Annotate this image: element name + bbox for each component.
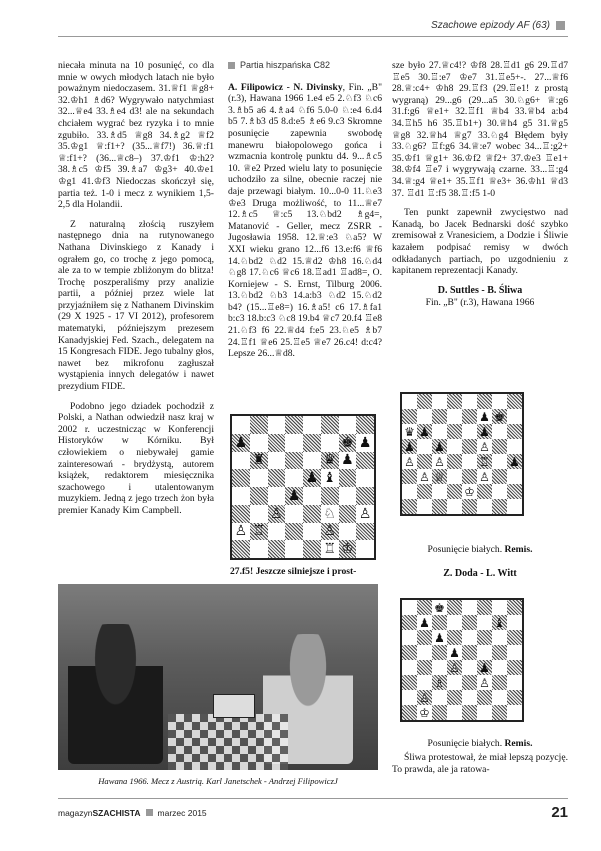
board-square xyxy=(402,630,417,645)
board-square xyxy=(492,705,507,720)
board-square xyxy=(417,675,432,690)
board-square xyxy=(250,487,268,505)
white-king-icon: ♔ xyxy=(464,484,475,499)
photo-chessboard xyxy=(168,714,288,770)
white-pawn-icon: ♙ xyxy=(234,523,248,540)
diagram2-title: Z. Doda - L. Witt xyxy=(443,568,517,579)
board-square xyxy=(447,454,462,469)
board-square xyxy=(303,469,321,487)
board-square xyxy=(268,469,286,487)
board-square xyxy=(447,409,462,424)
board-square xyxy=(477,454,492,469)
column-right xyxy=(392,60,568,313)
board-square xyxy=(507,675,522,690)
board-square xyxy=(417,394,432,409)
board-square xyxy=(321,523,339,541)
board-square xyxy=(492,409,507,424)
board-square xyxy=(432,499,447,514)
black-pawn-icon: ♟ xyxy=(287,487,301,504)
board-square xyxy=(477,424,492,439)
board-square xyxy=(432,454,447,469)
game-heading: A. Filipowicz - N. Divinsky xyxy=(228,81,343,93)
section-square-icon xyxy=(228,62,235,69)
board-square xyxy=(492,469,507,484)
photo-caption: Hawana 1966. Mecz z Austrią. Karl Janetschek - Andrzej FilipowiczJ xyxy=(98,776,338,786)
board-square xyxy=(447,675,462,690)
white-pawn-icon: ♙ xyxy=(419,469,430,484)
board-square xyxy=(477,645,492,660)
board-square xyxy=(507,630,522,645)
board-square xyxy=(356,434,374,452)
board-square xyxy=(447,394,462,409)
board-square xyxy=(402,600,417,615)
white-pawn-icon: ♙ xyxy=(323,523,336,540)
diagram2-caption xyxy=(392,738,568,749)
photo-player-left xyxy=(68,624,163,764)
board-square xyxy=(492,484,507,499)
board-square xyxy=(402,469,417,484)
white-rook-icon: ♖ xyxy=(323,541,336,558)
black-pawn-icon: ♟ xyxy=(449,645,460,660)
board-square xyxy=(339,434,357,452)
black-bishop-icon: ♝ xyxy=(494,615,505,630)
board-square xyxy=(447,660,462,675)
chess-diagram-suttles-sliwa xyxy=(400,392,524,516)
white-king-icon: ♔ xyxy=(341,541,354,558)
board-square xyxy=(477,615,492,630)
board-square xyxy=(339,469,357,487)
board-square xyxy=(507,660,522,675)
board-square xyxy=(462,394,477,409)
board-square xyxy=(507,499,522,514)
board-square xyxy=(402,409,417,424)
board-square xyxy=(492,645,507,660)
board-square xyxy=(447,499,462,514)
black-king-icon: ♚ xyxy=(341,434,354,451)
black-queen-icon: ♛ xyxy=(323,452,336,469)
board-square xyxy=(339,505,357,523)
board-square xyxy=(250,523,268,541)
footer-issue: marzec 2015 xyxy=(157,807,207,818)
board-square xyxy=(285,505,303,523)
column-middle xyxy=(228,60,382,368)
board-square xyxy=(339,452,357,470)
black-pawn-icon: ♟ xyxy=(305,470,319,487)
board-square xyxy=(285,434,303,452)
black-pawn-icon: ♟ xyxy=(358,434,372,451)
photo-chess-match xyxy=(58,584,378,770)
board-square xyxy=(477,690,492,705)
footer-brand: SZACHISTA xyxy=(92,807,141,818)
board-square xyxy=(303,434,321,452)
running-header-title: Szachowe epizody AF (63) xyxy=(431,20,550,31)
board-square xyxy=(417,690,432,705)
diagram2-caption-text: Posunięcie białych. xyxy=(427,738,505,749)
board-square xyxy=(402,394,417,409)
board-square xyxy=(339,487,357,505)
board-square xyxy=(402,439,417,454)
white-rook-icon: ♖ xyxy=(479,454,490,469)
board-square xyxy=(417,454,432,469)
board-square xyxy=(321,434,339,452)
board-square xyxy=(417,630,432,645)
paragraph: Ten punkt zapewnił zwycięstwo nad Kanadą, bo Jacek Bednarski dość szybko zremisował z Vranesiciem, a Dodzie i Śliwie kazałem podpisać remisy w dwóch odkładanych partiach, po uzgodnieniu z kapitanem reprezentacji Kanady. xyxy=(392,207,568,277)
board-square xyxy=(462,469,477,484)
black-pawn-icon: ♟ xyxy=(479,409,490,424)
board-square xyxy=(268,540,286,558)
board-square xyxy=(447,424,462,439)
board-square xyxy=(356,452,374,470)
opening-label xyxy=(228,60,382,72)
board-square xyxy=(356,540,374,558)
board-square xyxy=(303,452,321,470)
board-square xyxy=(477,469,492,484)
board-square xyxy=(477,705,492,720)
continuation-text-right: Śliwa protestował, że miał lepszą pozycję. To prawda, ale ja ratowa- xyxy=(392,752,568,775)
board-square xyxy=(321,469,339,487)
black-king-icon: ♚ xyxy=(494,409,505,424)
board-square xyxy=(250,540,268,558)
game-moves: , Fin. „B" (r.3), Hawana 1966 1.e4 e5 2.♘f3 ♘c6 3.♗b5 a6 4.♗a4 ♘f6 5.0-0 ♘:e4 6.d4 b5 7.♗b3 d5 8.d:e5 ♗e6 9.c3 Skromne posunięcie zapewnia swobodę manewru białopolowego gońca i wzmacnia kontrolę punktu d4. 9...♗c5 10. ♕e2 Przed wielu laty to posunięcie uchodziło za silne, obecnie raczej nie daje przewagi białym. 10...0-0 11.♘e3 ♔e3 Druga możliwość, to 11...♕e7 12.♗c5 ♕:c5 13.♘bd2 ♗g4=, Matanović - Geller, mecz ZSRR - Jugosławia 1958. 12.♕:e3 ♘a5? W XXI wieku grano 12...f6 13.e:f6 ♕f6 14.♘bd2 ♘d2 15.♕d2 ♔h8 16.♘d4 ♘g8 17.♘c6 ♕c6 18.♖ad1 ♖ad8=, O. Korniejew - S. Ernst, Tilburg 2006. 13.♘bd2 ♘b3 14.a:b3 ♘d2 15.♘d2 b4? (15...♖e8=) 16.♗a5! c6 17.♗fa1 b:c3 18.b:c3 ♘c8 19.b4 ♕c7 20.f4 ♖e8 21.♘f3 f6 22.♕d4 f:e5 23.♘e5 ♗b7 24.♖f1 ♕e6 25.♖e5 ♕e7 26.c4! d:c4? Lepsze 26...♕d8. xyxy=(228,81,382,360)
black-king-icon: ♚ xyxy=(434,600,445,615)
black-pawn-icon: ♟ xyxy=(341,452,354,469)
board-square xyxy=(462,454,477,469)
board-square xyxy=(417,439,432,454)
board-square xyxy=(462,499,477,514)
board-square xyxy=(492,630,507,645)
white-king-icon: ♔ xyxy=(419,705,430,720)
board-square xyxy=(268,452,286,470)
black-pawn-icon: ♟ xyxy=(419,615,430,630)
board-square xyxy=(477,600,492,615)
diagram1-caption xyxy=(392,544,568,555)
board-square xyxy=(268,434,286,452)
board-square xyxy=(268,505,286,523)
board-square xyxy=(232,487,250,505)
board-square xyxy=(492,439,507,454)
board-square xyxy=(432,615,447,630)
diagram1-subtitle: Fin. „B" (r.3), Hawana 1966 xyxy=(425,297,535,309)
board-square xyxy=(285,416,303,434)
board-square xyxy=(507,409,522,424)
board-square xyxy=(432,705,447,720)
white-bishop-icon: ♗ xyxy=(434,675,445,690)
board-square xyxy=(303,540,321,558)
board-square xyxy=(417,615,432,630)
board-square xyxy=(432,469,447,484)
board-square xyxy=(356,487,374,505)
board-square xyxy=(507,394,522,409)
white-queen-icon: ♕ xyxy=(434,469,445,484)
board-square xyxy=(402,615,417,630)
white-pawn-icon: ♙ xyxy=(479,439,490,454)
board-square xyxy=(507,424,522,439)
board-square xyxy=(477,675,492,690)
board-square xyxy=(232,505,250,523)
board-square xyxy=(232,434,250,452)
board-square xyxy=(432,409,447,424)
diagram1-caption-result: Remis. xyxy=(504,544,533,555)
board-square xyxy=(432,600,447,615)
opening-name: Partia hiszpańska C82 xyxy=(240,60,331,70)
board-square xyxy=(462,600,477,615)
white-knight-icon: ♘ xyxy=(323,505,336,522)
board-square xyxy=(417,469,432,484)
board-square xyxy=(356,523,374,541)
board-square xyxy=(339,416,357,434)
board-square xyxy=(417,424,432,439)
board-square xyxy=(321,505,339,523)
board-square xyxy=(321,487,339,505)
board-square xyxy=(477,484,492,499)
paragraph: Z naturalną złością ruszyłem następnego dnia na rutynowanego Nathana Divinskiego z Kanady i ograłem go, co trochę z jego pomocą, ale za to w tempie zbliżonym do blitza! Trochę poszperaliśmy przy analizie partii, a później przez wiele lat przyjaźniłem się z Nathanem Divinskim (29 X 1925 - 17 VI 2012), profesorem matematyki, późniejszym prezesem Kanadyjskiej Fed. Szach., delegatem na 15 Kongresach FIDE. Jego tubalny głos, nawet bez mikrofonu zagłuszał wystąpienia innych delegatów i nawet prezydium FIDE. xyxy=(58,218,214,393)
board-square xyxy=(232,416,250,434)
board-square xyxy=(402,424,417,439)
board-square xyxy=(477,394,492,409)
black-pawn-icon: ♟ xyxy=(479,424,490,439)
board-square xyxy=(477,409,492,424)
board-square xyxy=(492,394,507,409)
board-square xyxy=(462,690,477,705)
board-square xyxy=(477,660,492,675)
header-square-icon xyxy=(556,21,565,30)
white-pawn-icon: ♙ xyxy=(358,505,372,522)
board-square xyxy=(339,523,357,541)
board-square xyxy=(303,416,321,434)
board-square xyxy=(321,452,339,470)
black-pawn-icon: ♟ xyxy=(434,630,445,645)
board-square xyxy=(477,630,492,645)
continuation-text xyxy=(230,566,380,578)
board-square xyxy=(321,416,339,434)
board-square xyxy=(432,439,447,454)
white-pawn-icon: ♙ xyxy=(449,660,460,675)
board-square xyxy=(507,600,522,615)
black-pawn-icon: ♟ xyxy=(434,439,445,454)
black-pawn-icon: ♟ xyxy=(404,439,415,454)
board-square xyxy=(492,660,507,675)
board-square xyxy=(447,645,462,660)
board-square xyxy=(268,487,286,505)
chess-diagram-main xyxy=(230,414,376,560)
black-pawn-icon: ♟ xyxy=(234,434,248,451)
board-square xyxy=(462,630,477,645)
board-square xyxy=(250,469,268,487)
paragraph: niecała minuta na 10 posunięć, co dla mnie w owych młodych latach nie było poważnym niedoczasem. 31.♕f1 ♕g8+ 32.♔h1 ♗d6? Wygrywało natychmiast 32...♕e4 33.♗e4 d3! ale na sekundach chciałem wygrać bez ryzyka i to mnie zgubiło. 33.♗d5 ♕g8 34.♗g2 ♕f2 35.♔g1 ♕:f1+? (35...♕f7!) 36.♕:f1 ♕:f1+? (36...♕c8–) 37.♔f1 ♔:h2? 38.♗c5 ♔f5 39.♗a7 ♔g3+ 40.♔e1 ♔g1 41.♔f3 Niedoczas skończył się, partia też. 1-0 i mecz z wynikiem 1,5-2,5 dla Holandii. xyxy=(58,60,214,211)
board-square xyxy=(492,675,507,690)
board-square xyxy=(232,452,250,470)
board-square xyxy=(492,690,507,705)
board-square xyxy=(462,705,477,720)
white-pawn-icon: ♙ xyxy=(404,454,415,469)
board-square xyxy=(462,645,477,660)
board-square xyxy=(462,675,477,690)
white-rook-icon: ♖ xyxy=(252,523,265,540)
continuation-move: 27.f5! Jeszcze silniejsze i prost- xyxy=(230,566,357,577)
board-square xyxy=(507,484,522,499)
board-square xyxy=(417,660,432,675)
board-square xyxy=(417,499,432,514)
board-square xyxy=(417,484,432,499)
chess-diagram-doda-witt xyxy=(400,598,524,722)
board-square xyxy=(268,416,286,434)
photo-chess-clock xyxy=(213,694,255,718)
running-header xyxy=(431,20,565,31)
board-square xyxy=(432,660,447,675)
black-bishop-icon: ♝ xyxy=(323,470,336,487)
board-square xyxy=(268,523,286,541)
board-square xyxy=(432,484,447,499)
board-square xyxy=(356,505,374,523)
board-square xyxy=(462,660,477,675)
board-square xyxy=(492,600,507,615)
board-square xyxy=(250,434,268,452)
footer-square-icon xyxy=(146,809,153,816)
board-square xyxy=(303,487,321,505)
diagram1-title: D. Suttles - B. Śliwa xyxy=(437,284,523,296)
board-square xyxy=(432,424,447,439)
board-square xyxy=(462,439,477,454)
page-number: 21 xyxy=(551,804,568,821)
board-square xyxy=(402,499,417,514)
board-square xyxy=(507,469,522,484)
board-square xyxy=(250,416,268,434)
board-square xyxy=(432,630,447,645)
paragraph: sze było 27.♕c4!? ♔f8 28.♖d1 g6 29.♖d7 ♖e5 30.♖:e7 ♔e7 31.♖e5+-. 27...♕f6 28.♕:c4+ ♔h8 29.♖f3 (29.♖e1! z prostą wygraną) 29...g6 (29...a5 30.♘g6+ ♕:g6 31.f:g6 ♕e1+ 32.♖f1 ♕b4 33.♕b4 a:b4 34.♖h5 h6 35.♖b1+) 30.♕h4 g5 31.♕g5 ♕g8 32.♕h4 ♕g7 33.♘g4 Błędem były 33.♘g6? ♖f:g6 34.♕:e7 wobec 34...♖:g2+ 35.♔f1 ♕g1+ 36.♔f2 ♕f2+ 37.♔e3 ♖e1+ 38.♔f4 ♖e7 i wygrywają czarne. 33...♖:g4 34.♕:g4 ♕e1+ 35.♖f1 ♕e3+ 36.♔h1 ♕d3 37. ♖d1 ♖:f5 38.♖:f5 1-0 xyxy=(392,60,568,199)
paragraph: Podobno jego dziadek pochodził z Polski, a Nathan odwiedził nasz kraj w 2002 r. uczestnicząc w Konferencji Historyków w Kórniku. Był człowiekiem o niebywałej gamie zainteresowań - brydżystą, autorem książek, redaktorem miesięcznika szachowego i utalentowanym muzykiem. Jedną z jego trzech żon była premier Kanady Kim Campbell. xyxy=(58,400,214,516)
board-square xyxy=(303,523,321,541)
black-pawn-icon: ♟ xyxy=(509,454,520,469)
board-square xyxy=(303,505,321,523)
header-rule xyxy=(58,36,568,37)
board-square xyxy=(356,469,374,487)
white-pawn-icon: ♙ xyxy=(479,675,490,690)
board-square xyxy=(432,690,447,705)
white-pawn-icon: ♙ xyxy=(434,454,445,469)
board-square xyxy=(250,505,268,523)
white-pawn-icon: ♙ xyxy=(270,505,283,522)
board-square xyxy=(492,424,507,439)
footer-rule xyxy=(58,798,568,799)
black-pawn-icon: ♟ xyxy=(419,424,430,439)
board-square xyxy=(447,705,462,720)
board-square xyxy=(447,439,462,454)
game-notation xyxy=(228,82,382,360)
board-square xyxy=(402,484,417,499)
board-square xyxy=(447,630,462,645)
board-square xyxy=(402,660,417,675)
board-square xyxy=(462,484,477,499)
board-square xyxy=(232,540,250,558)
board-square xyxy=(507,615,522,630)
board-square xyxy=(462,615,477,630)
board-square xyxy=(492,615,507,630)
board-square xyxy=(232,469,250,487)
board-square xyxy=(507,439,522,454)
board-square xyxy=(432,675,447,690)
board-square xyxy=(285,469,303,487)
board-square xyxy=(285,452,303,470)
diagram1-caption-text: Posunięcie białych. xyxy=(427,544,505,555)
board-square xyxy=(417,645,432,660)
board-square xyxy=(462,409,477,424)
footer-prefix: magazyn xyxy=(58,807,93,818)
board-square xyxy=(402,690,417,705)
board-square xyxy=(402,705,417,720)
board-square xyxy=(321,540,339,558)
board-square xyxy=(477,499,492,514)
board-square xyxy=(402,675,417,690)
white-pawn-icon: ♙ xyxy=(479,469,490,484)
board-square xyxy=(402,645,417,660)
board-square xyxy=(492,454,507,469)
board-square xyxy=(447,600,462,615)
board-square xyxy=(507,705,522,720)
board-square xyxy=(285,487,303,505)
board-square xyxy=(462,424,477,439)
board-square xyxy=(339,540,357,558)
board-square xyxy=(477,439,492,454)
board-square xyxy=(447,615,462,630)
board-square xyxy=(432,645,447,660)
black-rook-icon: ♜ xyxy=(252,452,265,469)
board-square xyxy=(492,499,507,514)
column-left xyxy=(58,60,214,525)
board-square xyxy=(447,469,462,484)
board-square xyxy=(447,690,462,705)
board-square xyxy=(507,454,522,469)
page-footer xyxy=(58,804,568,821)
board-square xyxy=(432,394,447,409)
board-square xyxy=(417,705,432,720)
black-pawn-icon: ♟ xyxy=(479,660,490,675)
board-square xyxy=(285,523,303,541)
diagram2-caption-result: Remis. xyxy=(504,738,533,749)
board-square xyxy=(417,600,432,615)
board-square xyxy=(417,409,432,424)
black-queen-icon: ♛ xyxy=(404,424,415,439)
board-square xyxy=(250,452,268,470)
board-square xyxy=(402,454,417,469)
board-square xyxy=(507,690,522,705)
board-square xyxy=(356,416,374,434)
white-pawn-icon: ♙ xyxy=(419,690,430,705)
board-square xyxy=(507,645,522,660)
board-square xyxy=(285,540,303,558)
board-square xyxy=(447,484,462,499)
board-square xyxy=(232,523,250,541)
